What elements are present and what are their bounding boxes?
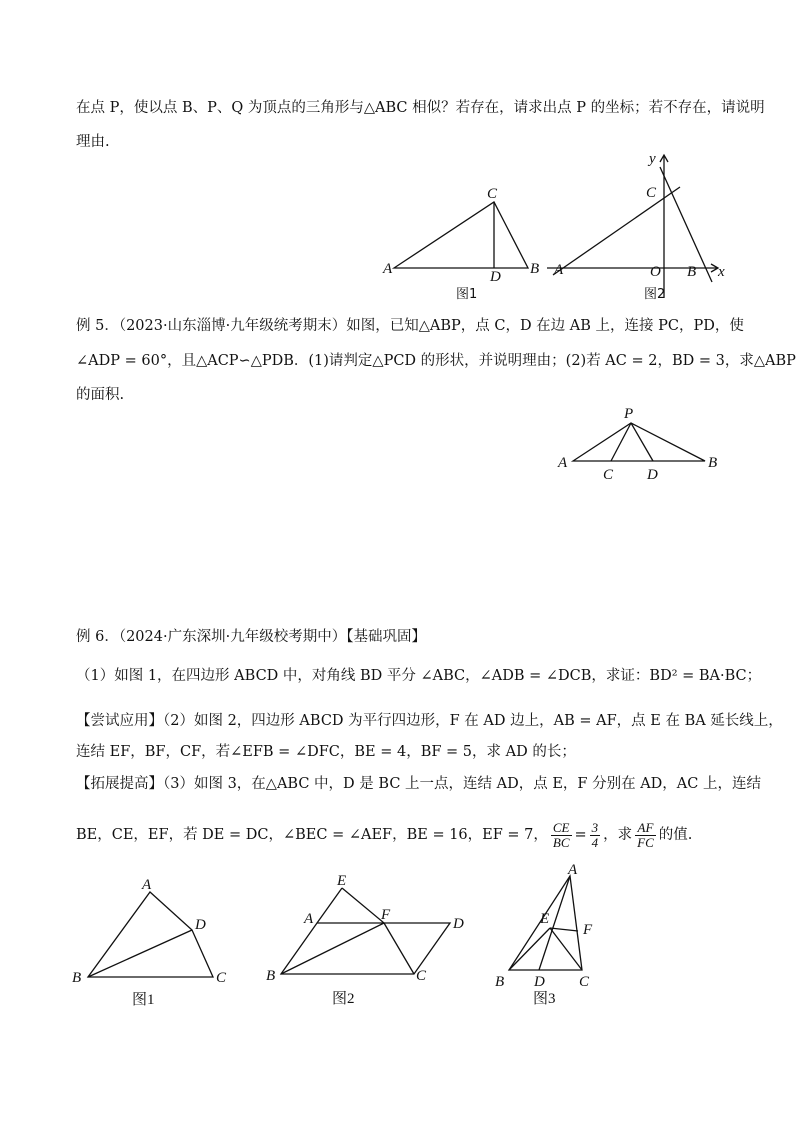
- line-ac: [553, 187, 680, 275]
- intro-line-2: 理由.: [76, 134, 110, 150]
- label-a: A: [558, 455, 568, 471]
- label-d: D: [647, 467, 658, 483]
- fraction-numerator: 3: [591, 819, 599, 835]
- ex6-part-1: （1）如图 1，在四边形 ABCD 中，对角线 BD 平分 ∠ABC，∠ADB = ∠DCB，求证：BD² = BA·BC；: [76, 668, 762, 684]
- triangle-abp: [573, 423, 705, 461]
- fraction-denominator: 4: [591, 834, 599, 850]
- line-cb: [660, 167, 712, 282]
- ex6-title: 例 6．（2024·广东深圳·九年级校考期中）【基础巩固】: [76, 629, 426, 645]
- triangle-abc: [394, 202, 528, 268]
- label-f: F: [583, 922, 593, 938]
- fraction-numerator: CE: [552, 819, 570, 835]
- label-a: A: [304, 911, 314, 927]
- segment-cf: [384, 923, 414, 974]
- label-f: F: [381, 907, 391, 923]
- figure-ex5: [555, 403, 730, 483]
- ex6-part-3b: [76, 815, 692, 855]
- figure-caption: 图1: [456, 287, 478, 302]
- label-d: D: [534, 974, 545, 990]
- label-c: C: [487, 186, 498, 202]
- label-c: C: [646, 185, 657, 201]
- figure-top-2: [545, 150, 740, 305]
- label-p: P: [624, 406, 634, 422]
- label-c: C: [216, 970, 227, 986]
- label-c: C: [603, 467, 614, 483]
- segment-be: [509, 928, 550, 970]
- ex6-part-3b-pre: BE，CE，EF，若 DE = DC，∠BEC = ∠AEF，BE = 16，EF = 7，: [76, 827, 548, 843]
- ex6-part-2a: 【尝试应用】（2）如图 2，四边形 ABCD 为平行四边形，F 在 AD 边上，AB = AF，点 E 在 BA 延长线上，: [76, 713, 783, 729]
- figure-caption: 图2: [332, 991, 355, 1007]
- label-d: D: [195, 917, 206, 933]
- segment-pc: [611, 423, 631, 461]
- fraction-numerator: AF: [635, 821, 656, 836]
- ex6-part-3b-mid: ，求: [603, 827, 633, 843]
- intro-line-1: 在点 P，使以点 B、P、Q 为顶点的三角形与△ABC 相似？若存在，请求出点 P 的坐标；若不存在，请说明: [76, 100, 765, 116]
- label-a: A: [568, 862, 578, 878]
- label-e: E: [540, 911, 550, 927]
- figure-6-3: [492, 860, 622, 1012]
- label-a: A: [554, 262, 564, 278]
- label-a: A: [142, 877, 152, 893]
- ex6-part-2b: 连结 EF，BF，CF，若∠EFB = ∠DFC，BE = 4，BF = 5，求 AD 的长；: [76, 744, 576, 760]
- fraction-af-fc: [635, 821, 656, 850]
- segment-bf: [281, 923, 384, 974]
- figure-6-2: [262, 868, 482, 1013]
- parallelogram-abcd: [281, 923, 450, 974]
- figure-6-1: [70, 872, 240, 1012]
- segment-ae: [317, 888, 342, 923]
- segment-ef: [550, 928, 578, 931]
- label-x: x: [718, 264, 725, 280]
- equals-sign: =: [574, 827, 587, 843]
- ex5-line-3: 的面积.: [76, 387, 125, 403]
- ex5-line-1: 例 5．（2023·山东淄博·九年级统考期末）如图，已知△ABP，点 C，D 在边 AB 上，连接 PC，PD，使: [76, 318, 744, 334]
- label-c: C: [416, 968, 427, 984]
- label-d: D: [453, 916, 464, 932]
- ex6-part-3b-post: 的值.: [658, 827, 693, 843]
- label-a: A: [383, 261, 393, 277]
- label-b: B: [530, 261, 540, 277]
- label-e: E: [337, 873, 347, 889]
- label-b: B: [687, 264, 697, 280]
- label-b: B: [708, 455, 718, 471]
- figure-caption: 图3: [533, 991, 556, 1007]
- fraction-ce-bc: [551, 821, 572, 850]
- segment-ef: [342, 888, 384, 923]
- diagonal-bd: [88, 930, 192, 977]
- label-c: C: [579, 974, 590, 990]
- label-b: B: [72, 970, 82, 986]
- quad-abcd: [88, 892, 213, 977]
- fraction-3-4: [590, 821, 601, 850]
- figure-top-1: [380, 180, 550, 305]
- label-y: y: [649, 151, 656, 167]
- figure-caption: 图1: [132, 992, 155, 1008]
- figure-caption: 图2: [644, 287, 666, 302]
- fraction-denominator: FC: [637, 834, 654, 850]
- label-b: B: [266, 968, 276, 984]
- ex6-part-3a: 【拓展提高】（3）如图 3，在△ABC 中，D 是 BC 上一点，连结 AD，点 E，F 分别在 AD，AC 上，连结: [76, 776, 761, 792]
- fraction-denominator: BC: [552, 834, 570, 850]
- label-o: O: [650, 264, 661, 280]
- ex5-line-2: ∠ADP = 60°，且△ACP∽△PDB．(1)请判定△PCD 的形状，并说明理由；(2)若 AC = 2，BD = 3，求△ABP: [76, 353, 796, 369]
- label-d: D: [490, 269, 501, 285]
- label-b: B: [495, 974, 505, 990]
